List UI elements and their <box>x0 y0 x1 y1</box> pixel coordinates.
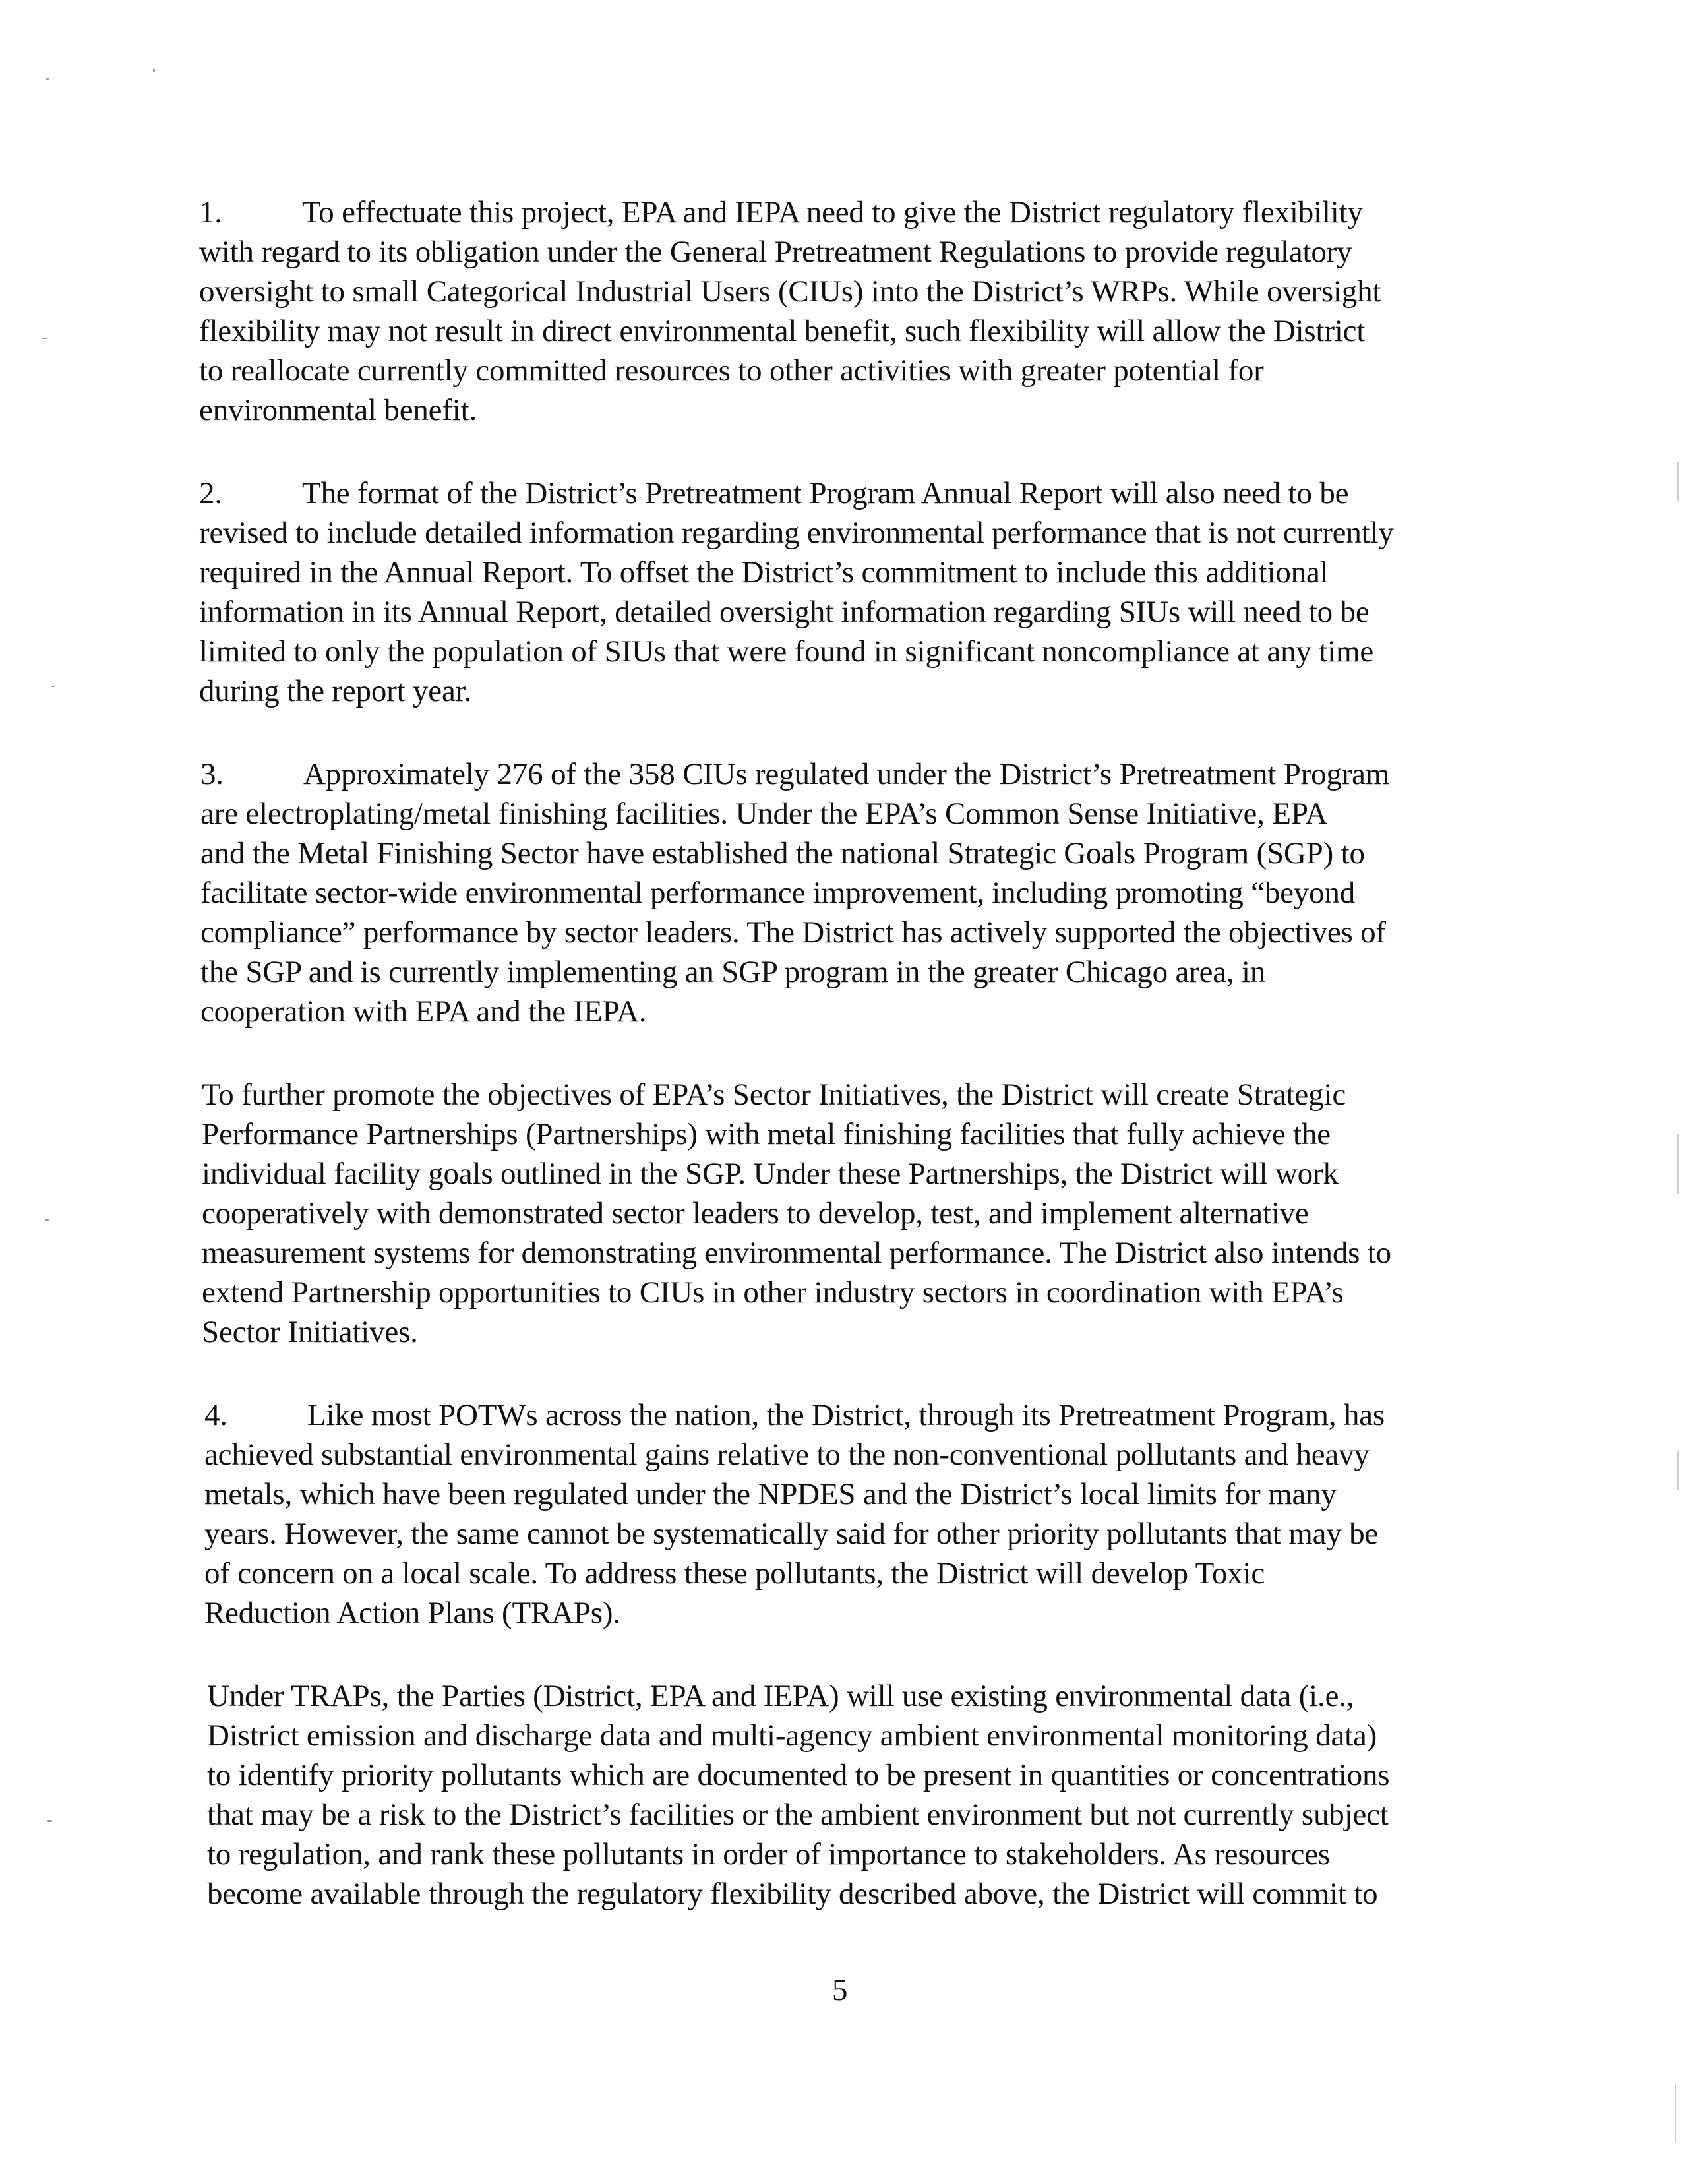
paragraph-line: to regulation, and rank these pollutants in order of importance to stakeholders. As resources <box>207 1837 1330 1871</box>
paragraph-line: to identify priority pollutants which are documented to be present in quantities or concentrations <box>207 1758 1390 1792</box>
paragraph-line: individual facility goals outlined in the SGP. Under these Partnerships, the District will work <box>202 1157 1339 1191</box>
paragraph-line: compliance” performance by sector leaders. The District has actively supported the objectives of <box>200 915 1386 950</box>
scan-speck <box>1677 1134 1679 1194</box>
scan-speck <box>153 69 155 72</box>
paragraph-line: of concern on a local scale. To address these pollutants, the District will develop Toxic <box>204 1556 1265 1591</box>
paragraph-line: to reallocate currently committed resources to other activities with greater potential for <box>199 353 1264 388</box>
paragraph-line: Sector Initiatives. <box>202 1315 418 1349</box>
paragraph-line: 3. Approximately 276 of the 358 CIUs regulated under the District’s Pretreatment Program <box>200 754 1389 794</box>
paragraph-line: flexibility may not result in direct environmental benefit, such flexibility will allow the District <box>199 314 1366 348</box>
paragraph-line: and the Metal Finishing Sector have established the national Strategic Goals Program (SGP) to <box>200 836 1365 870</box>
paragraph-number: 1. <box>199 195 222 229</box>
paragraph-line: the SGP and is currently implementing an SGP program in the greater Chicago area, in <box>200 955 1266 989</box>
scan-speck <box>47 1820 52 1822</box>
paragraph-line: cooperatively with demonstrated sector leaders to develop, test, and implement alternative <box>202 1196 1309 1230</box>
paragraph-line: metals, which have been regulated under the NPDES and the District’s local limits for many <box>204 1477 1337 1511</box>
paragraph-line: become available through the regulatory flexibility described above, the District will commit to <box>207 1877 1378 1911</box>
paragraph-line: cooperation with EPA and the IEPA. <box>200 994 647 1029</box>
paragraph-number: 3. <box>200 757 224 791</box>
scan-speck <box>42 338 47 339</box>
paragraph-line: with regard to its obligation under the General Pretreatment Regulations to provide regulatory <box>199 235 1352 269</box>
paragraph-line: oversight to small Categorical Industrial Users (CIUs) into the District’s WRPs. While oversight <box>199 274 1381 309</box>
paragraph-line: extend Partnership opportunities to CIUs in other industry sectors in coordination with EPA’s <box>202 1275 1344 1310</box>
paragraph-line: 1. To effectuate this project, EPA and IEPA need to give the District regulatory flexibility <box>199 193 1363 232</box>
paragraph-line: that may be a risk to the District’s facilities or the ambient environment but not currently subject <box>207 1798 1389 1832</box>
paragraph-line: Performance Partnerships (Partnerships) with metal finishing facilities that fully achieve the <box>202 1117 1331 1151</box>
paragraph-number: 4. <box>204 1398 227 1432</box>
scan-speck <box>51 686 55 687</box>
paragraph-line: limited to only the population of SIUs that were found in significant noncompliance at any time <box>199 634 1373 669</box>
paragraph-line: years. However, the same cannot be systematically said for other priority pollutants that may be <box>204 1517 1379 1551</box>
paragraph-line: environmental benefit. <box>199 393 477 427</box>
scan-speck <box>1675 2084 1676 2143</box>
paragraph-line: information in its Annual Report, detailed oversight information regarding SIUs will need to be <box>199 595 1370 629</box>
paragraph-line: Reduction Action Plans (TRAPs). <box>204 1596 620 1630</box>
paragraph-line: 4. Like most POTWs across the nation, the District, through its Pretreatment Program, has <box>204 1395 1385 1435</box>
paragraph-line: 2. The format of the District’s Pretreatment Program Annual Report will also need to be <box>199 473 1348 513</box>
paragraph-line: Under TRAPs, the Parties (District, EPA and IEPA) will use existing environmental data (i.e., <box>207 1679 1354 1713</box>
paragraph-line: are electroplating/metal finishing facilities. Under the EPA’s Common Sense Initiative, EPA <box>200 797 1328 831</box>
paragraph-number: 2. <box>199 476 222 510</box>
paragraph-line: revised to include detailed information regarding environmental performance that is not currently <box>199 516 1394 550</box>
scan-speck <box>1677 1451 1679 1490</box>
page-number: 5 <box>832 1973 848 2007</box>
scan-speck <box>45 1219 49 1221</box>
scan-speck <box>46 78 49 80</box>
paragraph-line: measurement systems for demonstrating environmental performance. The District also intends to <box>202 1236 1391 1270</box>
paragraph-line: required in the Annual Report. To offset the District’s commitment to include this additional <box>199 555 1329 590</box>
paragraph-line: achieved substantial environmental gains relative to the non-conventional pollutants and heavy <box>204 1438 1370 1472</box>
scan-speck <box>1677 462 1679 501</box>
paragraph-line: facilitate sector-wide environmental performance improvement, including promoting “beyond <box>200 876 1355 910</box>
paragraph-line: District emission and discharge data and multi-agency ambient environmental monitoring data) <box>207 1718 1377 1753</box>
paragraph-line: during the report year. <box>199 674 472 708</box>
paragraph-line: To further promote the objectives of EPA’s Sector Initiatives, the District will create Strategic <box>202 1077 1346 1112</box>
